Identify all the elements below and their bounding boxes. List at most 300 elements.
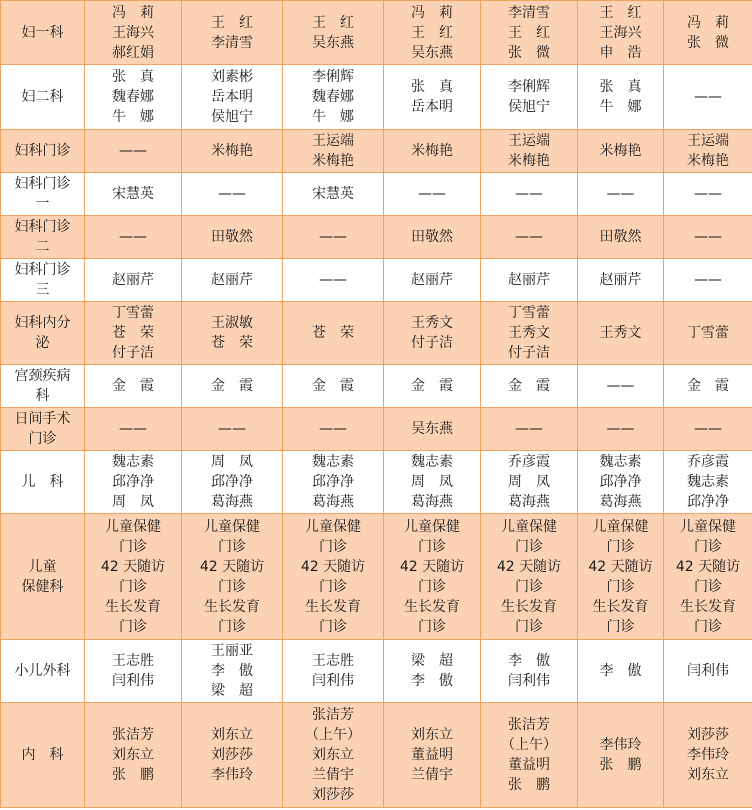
staff-name: 刘东立 <box>211 727 253 743</box>
staff-name: 门诊 <box>515 578 543 595</box>
staff-name: 门诊 <box>218 578 246 595</box>
shift-cell <box>481 451 578 514</box>
staff-name: 米梅艳 <box>508 153 550 169</box>
staff-name: 42 天随访 <box>199 558 265 575</box>
staff-name: —— <box>515 186 543 202</box>
staff-name: 闫利伟 <box>508 673 550 689</box>
shift-cell <box>182 259 283 302</box>
staff-name: 魏志素 <box>411 454 453 470</box>
staff-name: 儿童保健 <box>204 518 260 535</box>
schedule-body <box>1 1 752 808</box>
department-cell <box>1 65 85 130</box>
department-cell <box>1 130 85 173</box>
staff-name: —— <box>694 229 722 245</box>
staff-name: 王 红 <box>312 14 354 31</box>
staff-name: 王 红 <box>411 24 453 41</box>
department-label: 妇科门诊 <box>14 262 71 278</box>
staff-name: 门诊 <box>606 538 635 555</box>
staff-name: 儿童保健 <box>305 518 361 535</box>
staff-name: 丁雪蕾 <box>112 305 154 321</box>
staff-name: 苍 荣 <box>312 325 354 341</box>
staff-name: —— <box>606 378 635 394</box>
staff-name: 生长发育 <box>501 598 557 615</box>
staff-name: 张 鹏 <box>508 777 550 793</box>
staff-name: 门诊 <box>694 538 722 555</box>
staff-name: 张 真 <box>112 69 154 85</box>
staff-name: 米梅艳 <box>312 153 354 169</box>
staff-name: —— <box>119 421 147 437</box>
shift-cell <box>481 703 578 808</box>
staff-name: 王运端 <box>687 133 729 149</box>
staff-name: 门诊 <box>119 618 147 635</box>
staff-name: 门诊 <box>119 578 147 595</box>
shift-cell <box>283 173 384 216</box>
schedule-row <box>1 451 752 514</box>
staff-name: 郝红娟 <box>112 44 154 61</box>
staff-name: 刘东立 <box>411 727 453 743</box>
staff-name: 张洁芳 <box>508 717 550 733</box>
shift-cell <box>182 514 283 640</box>
staff-name: 吴东燕 <box>411 44 453 61</box>
staff-name: 周 凤 <box>112 494 154 510</box>
staff-name: —— <box>515 229 543 245</box>
staff-name: 王秀文 <box>411 315 453 331</box>
staff-name: 刘莎莎 <box>687 727 729 743</box>
shift-cell <box>85 216 182 259</box>
staff-name: 王运端 <box>312 133 354 149</box>
department-label: 日间手术 <box>14 411 71 427</box>
staff-name: —— <box>218 186 246 202</box>
schedule-row <box>1 173 752 216</box>
staff-name: 王志胜 <box>112 653 154 669</box>
shift-cell <box>664 703 752 808</box>
shift-cell <box>85 703 182 808</box>
staff-name: 张洁芳 <box>312 707 354 723</box>
staff-name: —— <box>119 229 147 245</box>
shift-cell <box>283 365 384 408</box>
staff-name: 邱净净 <box>599 474 642 490</box>
staff-name: 门诊 <box>694 578 722 595</box>
shift-cell <box>384 302 481 365</box>
staff-name: 门诊 <box>606 578 635 595</box>
staff-name: 董益明 <box>411 747 453 763</box>
department-label: 妇科门诊 <box>14 143 71 159</box>
department-label: 妇科门诊 <box>14 219 71 235</box>
department-label: 妇科门诊 <box>14 176 71 192</box>
shift-cell <box>85 130 182 173</box>
shift-cell <box>664 365 752 408</box>
staff-name: 牛 娜 <box>599 99 642 115</box>
staff-name: 魏志素 <box>112 454 154 470</box>
staff-name: 侯旭宁 <box>211 109 253 125</box>
staff-name: 张 真 <box>599 79 642 95</box>
staff-name: 王秀文 <box>508 325 550 341</box>
shift-cell <box>578 173 664 216</box>
shift-cell <box>182 173 283 216</box>
shift-cell <box>182 451 283 514</box>
shift-cell <box>481 173 578 216</box>
shift-cell <box>283 216 384 259</box>
staff-name: —— <box>218 421 246 437</box>
shift-cell <box>481 365 578 408</box>
shift-cell <box>578 703 664 808</box>
staff-name: 42 天随访 <box>496 558 562 575</box>
shift-cell <box>283 1 384 65</box>
shift-cell <box>664 451 752 514</box>
staff-name: 米梅艳 <box>687 153 729 169</box>
department-label: 儿 科 <box>21 474 64 490</box>
department-label: 小儿外科 <box>14 663 71 679</box>
staff-name: 刘东立 <box>112 747 154 763</box>
shift-cell <box>384 65 481 130</box>
department-cell <box>1 302 85 365</box>
department-cell <box>1 514 85 640</box>
staff-name: 金 霞 <box>112 378 154 394</box>
shift-cell <box>85 302 182 365</box>
staff-name: 王 红 <box>599 4 642 21</box>
shift-cell <box>664 1 752 65</box>
staff-name: 王运端 <box>508 133 550 149</box>
schedule-row <box>1 216 752 259</box>
staff-name: —— <box>694 89 722 105</box>
shift-cell <box>85 259 182 302</box>
staff-name: 李伟玲 <box>687 747 729 763</box>
shift-cell <box>85 1 182 65</box>
shift-cell <box>664 259 752 302</box>
staff-name: 梁 超 <box>211 683 253 699</box>
shift-cell <box>85 365 182 408</box>
staff-name: 赵丽芹 <box>599 272 642 288</box>
shift-cell <box>384 173 481 216</box>
staff-name: 米梅艳 <box>599 143 642 159</box>
staff-name: 李 傲 <box>211 663 253 679</box>
shift-cell <box>384 408 481 451</box>
staff-name: 42 天随访 <box>675 558 741 575</box>
staff-name: 李 傲 <box>508 653 550 669</box>
shift-cell <box>481 408 578 451</box>
staff-name: 金 霞 <box>687 378 729 394</box>
staff-name: （上午） <box>501 737 557 753</box>
schedule-row <box>1 365 752 408</box>
staff-name: 葛海燕 <box>312 494 354 510</box>
staff-name: 儿童保健 <box>105 518 161 535</box>
shift-cell <box>384 514 481 640</box>
staff-name: 付子洁 <box>508 345 550 361</box>
schedule-row <box>1 130 752 173</box>
staff-name: 刘东立 <box>312 747 354 763</box>
staff-name: 王 红 <box>508 24 550 41</box>
staff-name: —— <box>694 186 722 202</box>
shift-cell <box>384 1 481 65</box>
staff-name: 梁 超 <box>411 653 453 669</box>
department-label: 儿童 <box>28 558 57 575</box>
staff-name: 李俐辉 <box>312 69 354 85</box>
staff-name: 周 凤 <box>508 474 550 490</box>
staff-name: 李 傲 <box>599 663 642 679</box>
staff-name: 宋慧英 <box>312 186 354 202</box>
staff-name: 王秀文 <box>599 325 642 341</box>
staff-name: 王淑敏 <box>211 315 253 331</box>
staff-name: 田敬然 <box>599 229 642 245</box>
staff-name: 门诊 <box>319 618 347 635</box>
department-cell <box>1 365 85 408</box>
shift-cell <box>578 302 664 365</box>
shift-cell <box>578 259 664 302</box>
schedule-row <box>1 408 752 451</box>
department-label: 妇一科 <box>21 24 64 41</box>
staff-name: 金 霞 <box>508 378 550 394</box>
staff-name: 赵丽芹 <box>411 272 453 288</box>
shift-cell <box>384 365 481 408</box>
staff-name: 王丽亚 <box>211 643 253 659</box>
staff-name: —— <box>319 421 347 437</box>
schedule-row <box>1 302 752 365</box>
staff-name: 魏春娜 <box>112 89 154 105</box>
staff-name: 李伟玲 <box>211 767 253 783</box>
department-label: 二 <box>35 239 50 255</box>
shift-cell <box>283 703 384 808</box>
staff-name: 门诊 <box>218 618 246 635</box>
department-cell <box>1 408 85 451</box>
staff-name: 门诊 <box>319 578 347 595</box>
staff-name: 牛 娜 <box>112 109 154 125</box>
staff-name: 吴东燕 <box>411 421 453 437</box>
shift-cell <box>578 216 664 259</box>
staff-name: 邱净净 <box>687 494 729 510</box>
staff-name: 刘东立 <box>687 767 729 783</box>
staff-name: 魏志素 <box>687 474 729 490</box>
shift-cell <box>182 365 283 408</box>
staff-name: 赵丽芹 <box>112 272 154 288</box>
shift-cell <box>664 216 752 259</box>
shift-cell <box>182 1 283 65</box>
staff-name: 邱净净 <box>112 474 154 490</box>
shift-cell <box>85 514 182 640</box>
department-label: 内 科 <box>21 747 64 763</box>
department-cell <box>1 1 85 65</box>
staff-name: 米梅艳 <box>211 143 253 159</box>
department-label: 科 <box>35 388 50 404</box>
staff-name: 丁雪蕾 <box>687 325 729 341</box>
staff-name: 田敬然 <box>411 229 453 245</box>
staff-name: 张洁芳 <box>112 727 154 743</box>
staff-name: 田敬然 <box>211 229 253 245</box>
department-cell <box>1 451 85 514</box>
shift-cell <box>481 65 578 130</box>
staff-name: 门诊 <box>319 538 347 555</box>
staff-name: 闫利伟 <box>312 673 354 689</box>
staff-name: 兰倩宇 <box>411 767 453 783</box>
staff-name: 门诊 <box>418 618 446 635</box>
staff-name: 儿童保健 <box>404 518 460 535</box>
staff-name: 金 霞 <box>411 378 453 394</box>
staff-name: 付子洁 <box>112 345 154 361</box>
shift-cell <box>578 365 664 408</box>
shift-cell <box>664 65 752 130</box>
shift-cell <box>283 408 384 451</box>
shift-cell <box>182 703 283 808</box>
staff-name: 张 鹏 <box>112 767 154 783</box>
shift-cell <box>384 259 481 302</box>
staff-name: 邱净净 <box>211 474 253 490</box>
staff-name: 42 天随访 <box>399 558 465 575</box>
shift-cell <box>182 302 283 365</box>
shift-cell <box>664 514 752 640</box>
department-label: 门诊 <box>28 431 57 447</box>
staff-name: 王海兴 <box>112 24 154 41</box>
staff-name: 苍 荣 <box>112 325 154 341</box>
staff-name: 闫利伟 <box>112 673 154 689</box>
staff-name: 赵丽芹 <box>508 272 550 288</box>
shift-cell <box>481 130 578 173</box>
staff-name: 李清雪 <box>211 34 253 51</box>
shift-cell <box>384 640 481 703</box>
staff-name: 门诊 <box>418 538 446 555</box>
shift-cell <box>664 408 752 451</box>
shift-cell <box>283 640 384 703</box>
staff-name: 门诊 <box>694 618 722 635</box>
department-cell <box>1 703 85 808</box>
staff-name: 米梅艳 <box>411 143 453 159</box>
staff-name: —— <box>606 421 635 437</box>
shift-cell <box>283 130 384 173</box>
shift-cell <box>182 65 283 130</box>
staff-name: —— <box>119 143 147 159</box>
staff-name: 申 浩 <box>599 44 642 61</box>
staff-name: 董益明 <box>508 757 550 773</box>
shift-cell <box>283 259 384 302</box>
shift-cell <box>85 173 182 216</box>
shift-cell <box>664 640 752 703</box>
shift-cell <box>481 216 578 259</box>
department-label: 保健科 <box>21 578 64 595</box>
department-cell <box>1 259 85 302</box>
shift-cell <box>664 173 752 216</box>
shift-cell <box>481 640 578 703</box>
staff-name: 葛海燕 <box>411 494 453 510</box>
shift-cell <box>85 65 182 130</box>
staff-name: 邱净净 <box>312 474 354 490</box>
shift-cell <box>481 259 578 302</box>
staff-name: （上午） <box>305 727 361 743</box>
staff-name: 冯 莉 <box>112 4 154 21</box>
shift-cell <box>578 1 664 65</box>
staff-name: 儿童保健 <box>592 518 649 535</box>
shift-cell <box>481 1 578 65</box>
staff-name: 刘素彬 <box>211 69 253 85</box>
staff-name: —— <box>319 272 347 288</box>
shift-cell <box>182 130 283 173</box>
staff-name: 金 霞 <box>211 378 253 394</box>
staff-name: 闫利伟 <box>687 663 729 679</box>
shift-cell <box>182 640 283 703</box>
staff-name: 宋慧英 <box>112 186 154 202</box>
staff-name: 李 傲 <box>411 673 453 689</box>
shift-cell <box>481 514 578 640</box>
staff-name: 门诊 <box>218 538 246 555</box>
staff-name: 王海兴 <box>599 24 642 41</box>
staff-name: 儿童保健 <box>501 518 557 535</box>
staff-name: 生长发育 <box>404 598 460 615</box>
staff-name: 葛海燕 <box>508 494 550 510</box>
staff-name: 葛海燕 <box>599 494 642 510</box>
department-label: 妇科内分 <box>14 315 71 331</box>
staff-name: 乔彦霞 <box>508 454 550 470</box>
shift-cell <box>578 514 664 640</box>
staff-name: 李俐辉 <box>508 79 550 95</box>
shift-cell <box>578 65 664 130</box>
staff-name: —— <box>319 229 347 245</box>
schedule-row <box>1 259 752 302</box>
staff-name: 侯旭宁 <box>508 99 550 115</box>
shift-cell <box>664 302 752 365</box>
shift-cell <box>481 302 578 365</box>
staff-name: 冯 莉 <box>411 4 453 21</box>
schedule-row <box>1 1 752 65</box>
staff-name: 魏志素 <box>599 454 642 470</box>
shift-cell <box>384 130 481 173</box>
staff-name: 门诊 <box>418 578 446 595</box>
department-label: 三 <box>35 282 50 298</box>
staff-name: 苍 荣 <box>211 335 253 351</box>
shift-cell <box>182 408 283 451</box>
staff-name: 赵丽芹 <box>211 272 253 288</box>
shift-cell <box>384 703 481 808</box>
staff-name: 金 霞 <box>312 378 354 394</box>
shift-cell <box>384 451 481 514</box>
staff-name: 付子洁 <box>411 335 453 351</box>
staff-name: 张 鹏 <box>599 757 642 773</box>
staff-name: 周 凤 <box>211 454 253 470</box>
staff-name: —— <box>694 272 722 288</box>
staff-name: 丁雪蕾 <box>508 305 550 321</box>
department-cell <box>1 640 85 703</box>
department-label: 妇二科 <box>21 89 64 105</box>
shift-cell <box>283 302 384 365</box>
staff-name: 吴东燕 <box>312 34 354 51</box>
shift-cell <box>664 130 752 173</box>
staff-name: 李清雪 <box>508 4 550 21</box>
staff-name: —— <box>515 421 543 437</box>
staff-name: 兰倩宇 <box>312 767 354 783</box>
staff-name: 冯 莉 <box>687 14 729 31</box>
shift-cell <box>182 216 283 259</box>
staff-name: 张 真 <box>411 79 453 95</box>
staff-name: 儿童保健 <box>680 518 736 535</box>
staff-name: 魏春娜 <box>312 89 354 105</box>
staff-name: 42 天随访 <box>588 558 653 575</box>
staff-name: 生长发育 <box>305 598 361 615</box>
shift-cell <box>283 65 384 130</box>
staff-name: 王 红 <box>211 14 253 31</box>
staff-name: 生长发育 <box>680 598 736 615</box>
shift-cell <box>85 640 182 703</box>
staff-name: 生长发育 <box>105 598 161 615</box>
shift-cell <box>283 451 384 514</box>
shift-cell <box>283 514 384 640</box>
shift-cell <box>85 408 182 451</box>
staff-name: 生长发育 <box>592 598 649 615</box>
staff-name: 葛海燕 <box>211 494 253 510</box>
staff-name: 门诊 <box>515 618 543 635</box>
staff-name: 张 微 <box>687 34 729 51</box>
staff-name: —— <box>418 186 446 202</box>
schedule-row <box>1 514 752 640</box>
staff-name: 门诊 <box>119 538 147 555</box>
staff-name: 李伟玲 <box>599 737 642 753</box>
department-cell <box>1 216 85 259</box>
staff-name: 岳本明 <box>211 89 253 105</box>
